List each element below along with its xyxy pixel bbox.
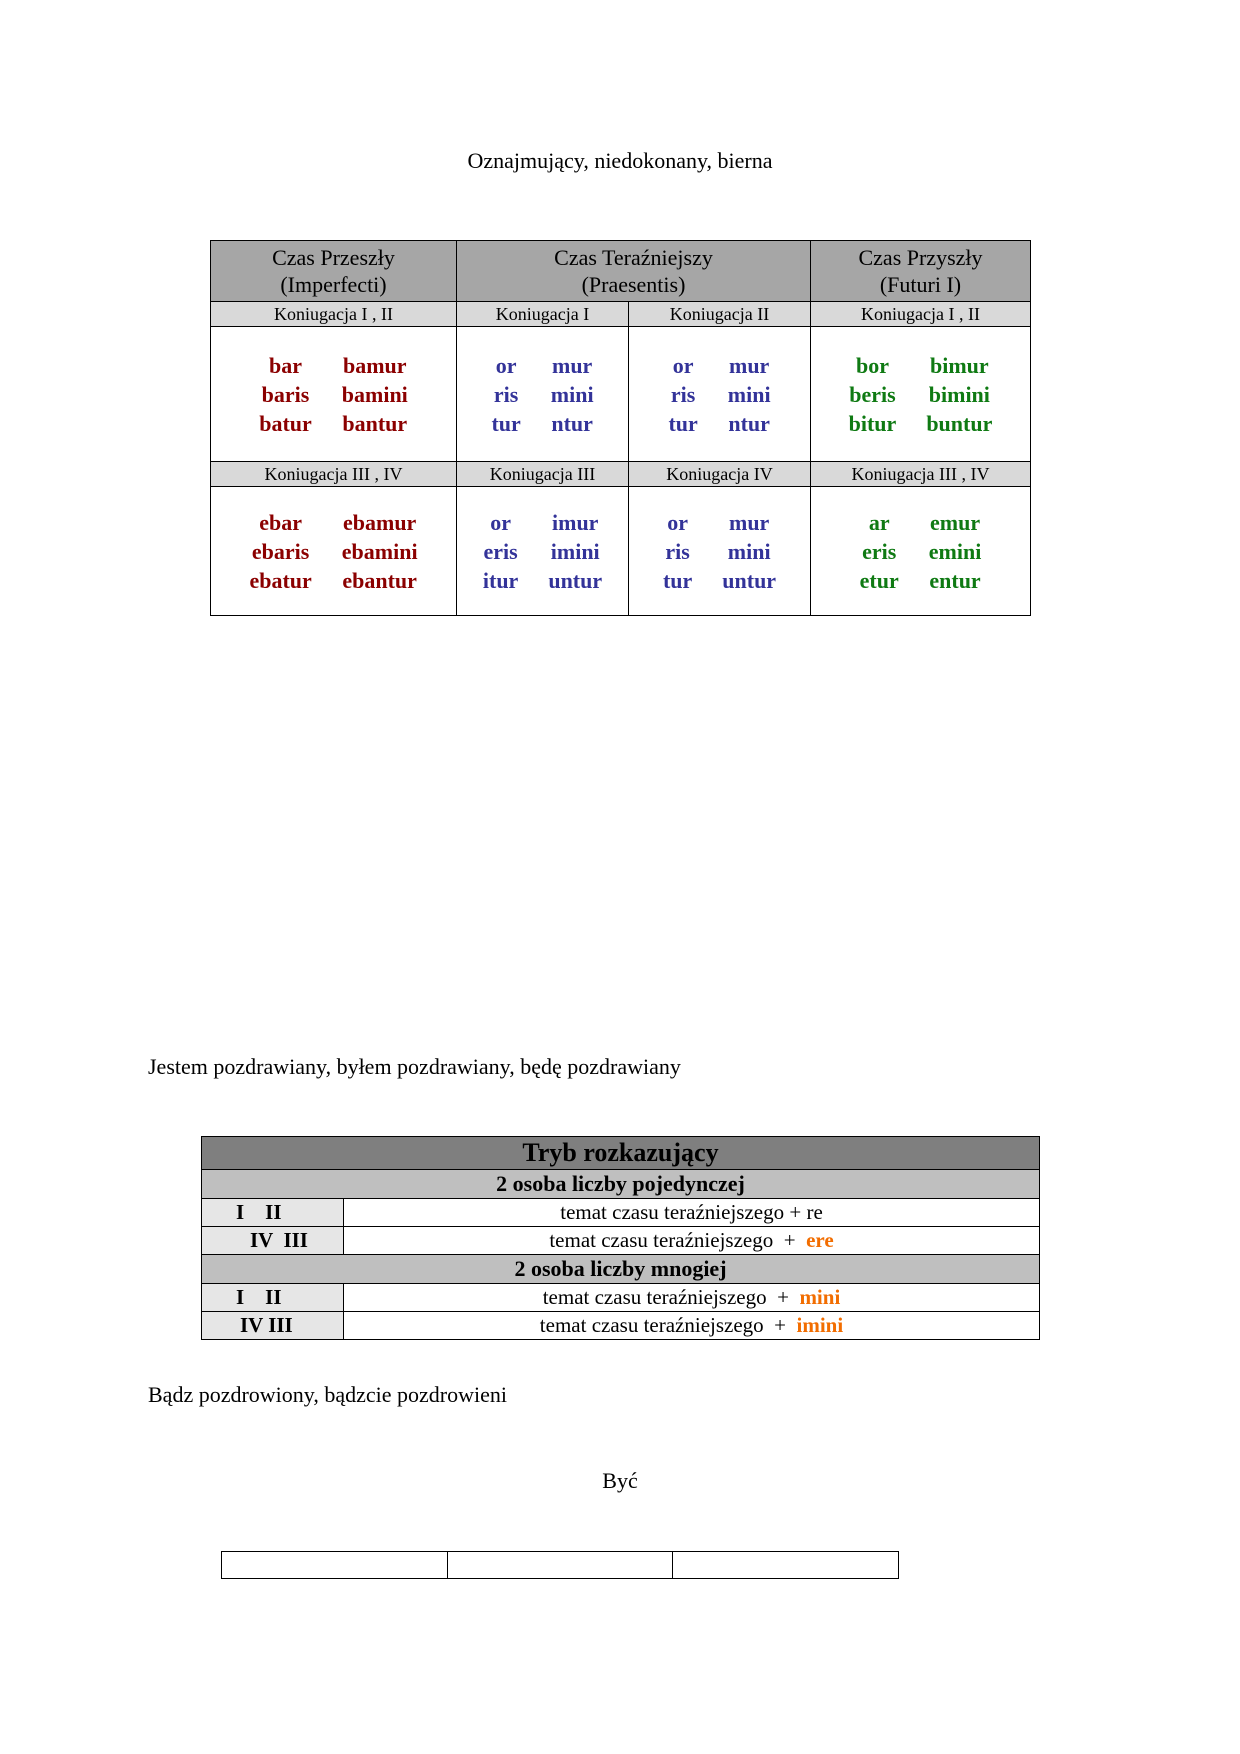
ending-singular: ebatur xyxy=(249,567,312,593)
tense-header-past: Czas Przeszły (Imperfecti) xyxy=(211,241,457,302)
imperative-rule: temat czasu teraźniejszego + re xyxy=(344,1199,1040,1227)
singular-header-row xyxy=(202,1170,1040,1199)
ending-plural: bamini xyxy=(341,381,408,407)
empty-cell xyxy=(673,1552,899,1579)
ending-plural: bimini xyxy=(928,381,990,407)
ending-singular: or xyxy=(667,509,688,535)
endings-row-1 xyxy=(211,327,1031,462)
example-sentence-imperative: Bądz pozdrowiony, bądzcie pozdrowieni xyxy=(148,1382,508,1407)
tense-header-present: Czas Teraźniejszy (Praesentis) xyxy=(457,241,811,302)
imperative-row xyxy=(202,1199,1040,1227)
ending-singular: tur xyxy=(491,410,521,436)
ending-plural: entur xyxy=(929,567,981,593)
empty-cell xyxy=(447,1552,673,1579)
ending-plural: untur xyxy=(548,567,603,593)
page-title: Oznajmujący, niedokonany, bierna xyxy=(467,148,773,173)
plural-header-row xyxy=(202,1255,1040,1284)
conjugation-label: IV III xyxy=(202,1312,344,1340)
ending-singular: beris xyxy=(849,381,896,407)
tense-header-row xyxy=(211,241,1031,302)
empty-table xyxy=(221,1551,899,1579)
suffix: ere xyxy=(806,1228,834,1252)
conjugation-row-2 xyxy=(211,462,1031,487)
singular-title: 2 osoba liczby pojedynczej xyxy=(202,1170,1040,1199)
ending-plural: untur xyxy=(722,567,777,593)
endings-cell xyxy=(211,487,457,616)
imperative-table xyxy=(201,1136,1040,1340)
imperative-rule: temat czasu teraźniejszego + ere xyxy=(344,1227,1040,1255)
ending-plural: ntur xyxy=(728,410,770,436)
ending-singular: ar xyxy=(868,509,890,535)
ending-plural: imini xyxy=(550,538,600,564)
imperative-title-row xyxy=(202,1137,1040,1170)
ending-singular: bitur xyxy=(848,410,897,436)
ending-plural: mini xyxy=(727,381,771,407)
example-sentence-passive: Jestem pozdrawiany, byłem pozdrawiany, będę pozdrawiany xyxy=(148,1054,681,1079)
conjugation-label: IV III xyxy=(202,1227,344,1255)
conjugation-label: I II xyxy=(202,1199,344,1227)
imperative-row xyxy=(202,1312,1040,1340)
conjugation-label: Koniugacja II xyxy=(629,302,811,327)
ending-singular: ebaris xyxy=(251,538,310,564)
ending-singular: tur xyxy=(668,410,698,436)
plural-title: 2 osoba liczby mnogiej xyxy=(202,1255,1040,1284)
ending-singular: ris xyxy=(665,538,690,564)
ending-singular: eris xyxy=(862,538,897,564)
ending-plural: mur xyxy=(729,509,770,535)
ending-plural: imur xyxy=(552,509,599,535)
ending-singular: tur xyxy=(662,567,693,593)
ending-singular: or xyxy=(672,352,694,378)
endings-cell xyxy=(629,327,811,462)
ending-singular: eris xyxy=(483,538,518,564)
endings-cell xyxy=(811,327,1031,462)
ending-singular: batur xyxy=(259,410,312,436)
passive-endings-table xyxy=(210,240,1031,616)
empty-cell xyxy=(222,1552,448,1579)
ending-singular: baris xyxy=(261,381,310,407)
ending-plural: emini xyxy=(928,538,982,564)
ending-singular: ebar xyxy=(259,509,302,535)
endings-cell xyxy=(457,487,629,616)
empty-row xyxy=(222,1552,899,1579)
conjugation-label: Koniugacja III , IV xyxy=(211,462,457,487)
ending-plural: bimur xyxy=(929,352,989,378)
endings-cell xyxy=(629,487,811,616)
imperative-rule: temat czasu teraźniejszego + mini xyxy=(344,1284,1040,1312)
ending-plural: mur xyxy=(552,352,593,378)
suffix: imini xyxy=(796,1313,844,1337)
endings-row-2 xyxy=(211,487,1031,616)
section-title-byc: Być xyxy=(602,1468,638,1493)
ending-singular: or xyxy=(490,509,511,535)
imperative-row xyxy=(202,1227,1040,1255)
conjugation-label: Koniugacja I , II xyxy=(211,302,457,327)
conjugation-label: Koniugacja I , II xyxy=(811,302,1031,327)
ending-singular: itur xyxy=(482,567,519,593)
ending-singular: bar xyxy=(268,352,302,378)
ending-singular: bor xyxy=(855,352,889,378)
ending-plural: ebamur xyxy=(343,509,417,535)
imperative-title: Tryb rozkazujący xyxy=(202,1137,1040,1170)
imperative-row xyxy=(202,1284,1040,1312)
ending-singular: etur xyxy=(859,567,899,593)
endings-cell xyxy=(457,327,629,462)
tense-header-future: Czas Przyszły (Futuri I) xyxy=(811,241,1031,302)
endings-cell xyxy=(811,487,1031,616)
ending-plural: mur xyxy=(729,352,770,378)
suffix: mini xyxy=(799,1285,841,1309)
conjugation-label: I II xyxy=(202,1284,344,1312)
conjugation-label: Koniugacja IV xyxy=(629,462,811,487)
ending-singular: ris xyxy=(670,381,696,407)
ending-plural: ebantur xyxy=(342,567,417,593)
ending-plural: buntur xyxy=(926,410,993,436)
conjugation-label: Koniugacja I xyxy=(457,302,629,327)
ending-plural: ntur xyxy=(551,410,593,436)
conjugation-row-1 xyxy=(211,302,1031,327)
ending-plural: mini xyxy=(727,538,771,564)
ending-plural: bamur xyxy=(343,352,407,378)
ending-singular: or xyxy=(495,352,517,378)
ending-singular: ris xyxy=(493,381,519,407)
imperative-rule: temat czasu teraźniejszego + imini xyxy=(344,1312,1040,1340)
ending-plural: emur xyxy=(930,509,981,535)
ending-plural: ebamini xyxy=(341,538,418,564)
ending-plural: mini xyxy=(550,381,594,407)
ending-plural: bantur xyxy=(342,410,408,436)
conjugation-label: Koniugacja III xyxy=(457,462,629,487)
endings-cell xyxy=(211,327,457,462)
conjugation-label: Koniugacja III , IV xyxy=(811,462,1031,487)
